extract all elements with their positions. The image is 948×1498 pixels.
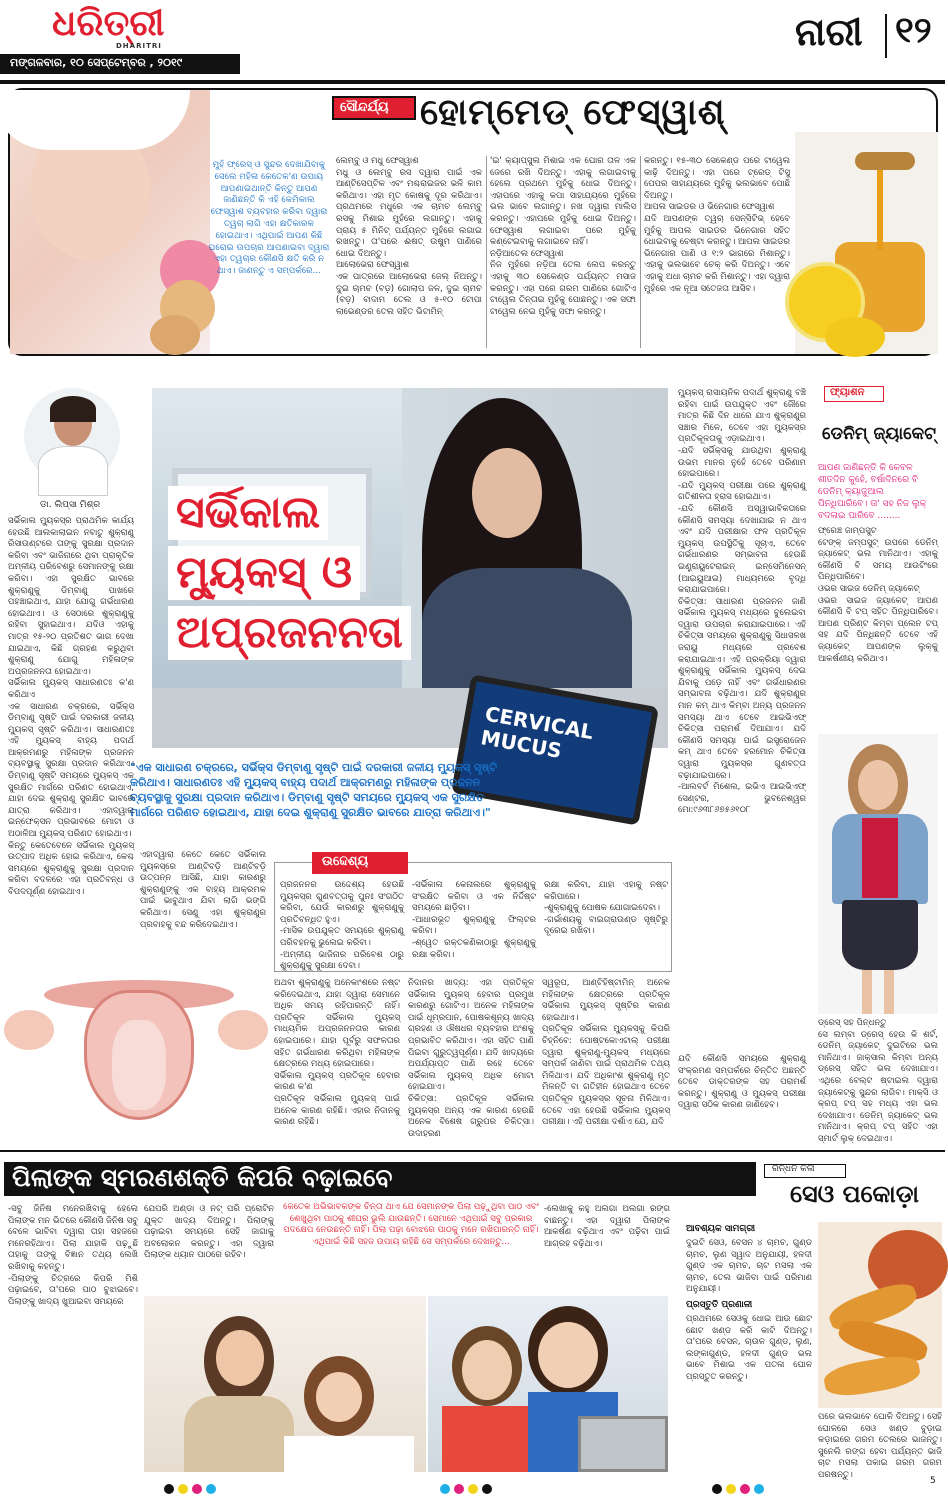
reg-mark-black	[164, 1484, 174, 1494]
doctor-caption: ଡା. ଲିପ୍‌ସା ମିଶ୍ର	[40, 500, 101, 510]
children-intro: କେତେକ ଅଭିଭାବକଙ୍କ ଚିନ୍ତା ଥାଏ ଯେ ସେମାନଙ୍କ ପିଲା ପଢ଼ୁଥିବା ପାଠ ଏବଂ ଶେଖୁଥିବା ପାଠକୁ ଶୀଘ୍ର ଭୁଲି ଯାଉଛନ୍ତି। ସେମାନେ ଏଥିପାଇଁ ସବୁ ପ୍ରକାର ପଦକ୍ଷେପ ନେଉଛନ୍ତି ନାହିଁ। ପିଲା ପଢ଼ା ବୋଝରେ ପାଠକୁ ମନେ ରଖିପାରନ୍ତି ନାହିଁ। ଏଥିପାଇଁ କିଛି ସହଜ ଉପାୟ ରହିଛି ସେ ସମ୍ପର୍କରେ ଦେଖନ୍ତୁ...	[283, 1202, 539, 1247]
method-text: ପ୍ରଥମରେ ସେଓକୁ ଧୋଇ ଆଉ ଛୋଟ ଛୋଟ ଖଣ୍ଡ କରି କାଟି ଦିଅନ୍ତୁ। ତା'ପରେ ବେସନ, ଚାଉଳ ଗୁଣ୍ଡ, ଲୁଣ, ଲଙ୍କାଗୁଣ୍ଡ, ହଳଦୀ ଗୁଣ୍ଡ ଭଲ ଭାବେ ମିଶାଇ ଏକ ପତଳା ଘୋଳ ପ୍ରସ୍ତୁତ କରନ୍ତୁ।	[686, 1314, 812, 1382]
beauty-section	[8, 88, 938, 356]
logo-subtext: DHARITRI	[116, 42, 162, 50]
children-col-1: -ସବୁ ଜିନିଷ ମନେରଖିବାକୁ ହେଲେ ପିଲାଙ୍କ ମନ ଭିତରେ କୌଣସି ଜିନିଷ ସବୁ ବେଳେ ଭାବିବା ଦ୍ୱାରା ତାହା ସହଜରେ ମନେରହିଥାଏ। ପିଲା ଯାହାକି ପଢ଼ୁଛି ତାହାକୁ ତାଙ୍କୁ ବିଜ୍ଞାନ ତଥ୍ୟ ଲେଖି ରଖିବାକୁ କହନ୍ତୁ। -ପିଲାଙ୍କୁ ଚିତ୍ରରେ କିପରି ମିଶି ପଢ଼ାଇବେ, ତା'ପରେ ପାଠ ବୁଝାଇବେ। ପିଲାଙ୍କୁ ଖାଦ୍ୟ ଖୁଆଇବା ସମୟରେ	[8, 1204, 138, 1307]
woman-face-photo	[10, 90, 210, 354]
fashion-intro: ଆପଣ ଜାଣିଛନ୍ତି କି କେବଳ ଶୀତଦିନ କୁହେଁ, ବର୍ଷାଦିନରେ ବି ଡେନିମ୍ କ୍ୟାଜୁଆଲ ପିନ୍ଧିପାରିବେ। ତା' ସହ ନିଜ ଲୁକ୍ ବଦଳାଇ ପାରିବେ ........	[818, 463, 927, 521]
logo-text: ଧରିତ୍ରୀ	[52, 2, 165, 44]
reg-mark-black-3	[712, 1484, 722, 1494]
masthead-logo	[52, 4, 232, 52]
ingredients-heading: ଆବଶ୍ୟକ ସାମଗ୍ରୀ	[686, 1224, 756, 1234]
apple-pakoda-photo	[818, 1222, 942, 1408]
ingredients-text: ଦୁଇଟି ସେଓ, ବେସନ ୪ ଚାମଚ, ଗୁଣ୍ଡ ଚାମଚ, ଲୁଣ ସ୍ୱାଦ ଅନୁଯାୟୀ, ହଳଦୀ ଗୁଣ୍ଡ ଏକ ଚାମଚ, ଚାଟ ମସଲା ଏକ ଚାମଚ, ତେଲ ଭାଜିବା ପାଇଁ ପରିମାଣ ଅନୁଯାୟୀ।	[686, 1238, 812, 1295]
feature-col-right: ମ୍ୟୁକସ୍ ରାସାୟନିକ ପଦାର୍ଥ ଶୁକ୍ରାଣୁ ବଞ୍ଚି ରହିବା ପାଇଁ ଉପଯୁକ୍ତ ଏବଂ ଜୌରେ ମାତ୍ର କିଛି ଦିନ ଧାରେ ଯାଏ ଶୁକ୍ରାଣୁର ସଞ୍ଚାର ମିଳେ, ତେବେ ଏହା ମ୍ୟୁକସ୍‌ର ପ୍ରତିକୂଳତାକୁ ଏଡ଼ାଇଥାଏ। -ଯଦି ସର୍ଭିକ୍ସକୁ ଯାଉଥିବା ଶୁକ୍ରାଣୁ ଉଭମ ମାନର ନୁହେଁ ତେବେ ପରିଣାମ ହୋଇପାରେ। -ଯଦି ମ୍ୟୁକସ୍ ପରୀକ୍ଷା ପରେ ଶୁକ୍ରାଣୁ ଗତିଶୀଳତା ହ୍ରାସ ହୋଇଥାଏ। -ଯଦି କୌଣସି ଅସ୍ୱାଭାବିକତାରେ କୌଣସି ସମସ୍ୟା ଦେଖାଯାଇ ନ ଥାଏ ଏବଂ ଯଦି ପରୀକ୍ଷାର ଫଳ ପ୍ରତିକୂଳ ମ୍ୟୁକସ୍ ଉପସ୍ଥିତିକୁ ସୂଚାଏ, ତେବେ ଗର୍ଭଧାରଣର ସମ୍ଭାବନା ହେଉଛି ଇଣ୍ଟ୍ରାୟୁଟେରାଇନ୍ ଇନ୍‌ସେମିନେସନ୍ (ଆଇୟୁଆଇ) ମାଧ୍ୟମରେ ବୃଦ୍ଧି କରାଯାଇପାରେ। ଚିକିତ୍ସା: ସାଧାରଣ ପ୍ରଜନନ ଜାଣି ସର୍ଭିକାଲ ମ୍ୟୁକସ୍ ମଧ୍ୟରେ ବୁଲେଇବା ଦ୍ୱାରା ଉପଚାର କରାଯାଇପାରେ। ଏହି ଚିକିତ୍ସା ସମୟରେ ଶୁକ୍ରାଣୁକୁ ସିଧାସଳଖ ଜରାୟୁ ମଧ୍ୟରେ ପ୍ରବେଶ କରାଯାଇଥାଏ। ଏହି ପ୍ରକ୍ରିୟା ଦ୍ୱାରା ଶୁକ୍ରାଣୁକୁ ସର୍ଭିକାଲ ମ୍ୟୁକସ୍ ଦେଇ ଯିବାକୁ ପଡ଼େ ନାହିଁ ଏବଂ ଗର୍ଭଧାରଣର ସମ୍ଭାବନା ବଢ଼ିଥାଏ। ଯଦି ଶୁକ୍ରାଣୁର ମାନ କମ୍ ଥାଏ କିମ୍ବା ଅନ୍ୟ ପ୍ରଜନନ ସମସ୍ୟା ଥାଏ ତେବେ ଆଇଭିଏଫ୍ ଚିକିତ୍ସା ପରାମର୍ଶ ଦିଆଯାଏ। ଯଦି କୌଣସି ସମସ୍ୟା ପାଇଁ ଇସ୍ତ୍ରୋଜେନ କମ୍ ଥାଏ ତେବେ ହରମୋନ ଚିକିତ୍ସା ଦ୍ୱାରା ମ୍ୟୁକସ୍‌ର ଗୁଣବତ୍ତା ବଢ଼ାଯାଇପାରେ। -ଆଲବର୍ଟ ମିଶେଲ, ଇଭିଏ ଆଇଭିଏଫ୍ ସେଣ୍ଟର, ଭୁବନେଶ୍ୱର ମୋ:୯୬୩୮୬୭୫୬୧୦୮	[678, 388, 806, 816]
mother-child-photo	[144, 1296, 426, 1472]
reg-mark-yellow-2	[468, 1484, 478, 1494]
method-text-2: ପରେ ଭଲଭାବେ ଘୋଳି ଦିଅନ୍ତୁ। ସେହି ଘୋଳରେ ସେଓ ଖଣ୍ଡ ବୁଡ଼ାଇ କଡ଼ାଇରେ ଗରମ ତେଲରେ ଭାଜନ୍ତୁ। ସୁନେଲି ରଙ୍ଗ ହେବା ପର୍ଯ୍ୟନ୍ତ ଭାଜି ଚାଟ ମସଲା ପକାଇ ଗରମ ଗରମ ପରଷନ୍ତୁ।	[818, 1412, 942, 1480]
beauty-col-1: ଲେମ୍ବୁ ଓ ମଧୁ ଫେସ୍‌ୱାଶ ମଧୁ ଓ ଲେମ୍ବୁ ରସ ଦ୍ୱାରା ପାଇଁ ଏକ ଆଣ୍ଟିସେପ୍ଟିକ ଏବଂ ମଶ୍ଚରାଇଜର ଭଳି କାମ କରିଥାଏ। ଏହା ମୃତ କୋଷକୁ ଦୂର କରିଥାଏ। ପ୍ରଥମରେ ମଧୁରେ ଏକ ଚାମଚ ଲେମ୍ବୁ ରସକୁ ମିଶାଇ ମୁହଁରେ ଲଗାନ୍ତୁ। ଏହାକୁ ପ୍ରାୟ ୫ ମିନିଟ୍ ପର୍ଯ୍ୟନ୍ତ ମୁହଁରେ ଲଗାଇ ରଖନ୍ତୁ। ତା'ପରେ ଈଷତ୍ ଉଷୁମ ପାଣିରେ ଧୋଇ ଦିଅନ୍ତୁ। ଆଲୋଭେରା ଫେସ୍‌ୱାଶ ଏକ ପାତ୍ରରେ ଆଲୋଭେରା ଜେଲ୍ ନିଅନ୍ତୁ। ଦୁଇ ଚାମଚ (ବଡ଼) ଗୋଲାପ ଜଳ, ଦୁଇ ଚାମଚ (ବଡ଼) ବାଦାମ ତେଲ ଓ ୫-୧୦ ଟୋପା ଲାଭେଣ୍ଡର ତେଲ ସହିତ ଭିଟାମିନ୍	[336, 156, 482, 317]
reg-mark-cyan-2	[440, 1484, 450, 1494]
fashion-body-2: ଡ୍ରେସ୍ ସହ ପିନ୍ଧନ୍ତୁ ସେ ଲମ୍ବା ଡ୍ରେସ୍ ହେଉ କି ଶର୍ଟ, ଡେନିମ୍ ଜ୍ୟାକେଟ୍ ଦୁଇଟିରେ ଭଲ ମାନିଥାଏ। ଜାକ୍ସାଲ କିମ୍ବା ଅନ୍ୟ ଡ୍ରେସ୍ ସହିତ ଭଲ ଦେଖାଯାଏ। ଏଥିରେ ବେଲ୍ଟ ଷ୍ଟାଇଲ ଦ୍ୱାରା ଜ୍ୟାକେଟ୍‌କୁ ସୁନ୍ଦର ଲାଗିବ। ମାକ୍ସି ଓ କ୍ରପ୍ ଟପ୍ ସହ ମଧ୍ୟ ଏହା ଭଲ ଦେଖାଯାଏ। ଡେନିମ୍ ଜ୍ୟାକେଟ୍ ଭଲ ମାନିଥାଏ। କ୍ରପ୍ ଟପ୍ ସହିତ ଏହା ସ୍ମାର୍ଟ ଲୁକ୍ ଦେଇଥାଏ।	[818, 1018, 938, 1144]
feature-col-mid-top: ଏହାଦ୍ୱାରା କେତେ କେତେ ସର୍ଭିକାଲ ମ୍ୟୁକସ୍‌ରେ ଆଣ୍ଟିବଡ଼ି ଆଣ୍ଟିବଡ଼ି ଉତ୍ପନ୍ନ ଆସିଛି, ଯାହା କାରଣରୁ ଶୁକ୍ରାଣୁଙ୍କୁ ଏକ ବାହ୍ୟ ଆକ୍ରମକ ପାଇଁ ଭାବୁଥାଏ ଯିବା ଲାଗି ଭଙ୍ଗି କରିଥାଏ। ସେଣୁ ଏହା ଶୁକ୍ରାଣୁର ପ୍ରବାହକୁ ବନ୍ଦ କରିଦେଇଥାଏ।	[140, 850, 266, 930]
feature-lower-col-1: ଅଥବା ଶୁକ୍ରାଣୁକୁ ଅନେକାଂଶରେ ନଷ୍ଟ କରିଦେଇଥାଏ, ଯାହା ଦ୍ୱାରା ସେମାନେ ଅଧିକ ସମୟ ରହିପାରନ୍ତି ନାହିଁ। ପ୍ରତିକୂଳ ସର୍ଭିକାଲ ମ୍ୟୁକସ୍ ମାଧ୍ୟମିକ ଅପ୍ରଜନନତାର କାରଣ ହୋଇପାରେ। ଯାହା ପୂର୍ବରୁ ସଫଳତାର ସହିତ ଗର୍ଭଧାରଣ କରିଥିବା ମହିଳାଙ୍କ କ୍ଷେତ୍ରରେ ମଧ୍ୟ ହୋଇପାରେ। ସର୍ଭିକାଲ ମ୍ୟୁକସ୍ ପ୍ରତିକୂଳ ହେବାର କାରଣ କ'ଣ ପ୍ରତିକୂଳ ସର୍ଭିକାଲ ମ୍ୟୁକସ୍ ପାଇଁ ଅନେକ କାରଣ ରହିଛି। ଏହାର ନିଦାନକୁ କାରଣ ରହିଛି।	[274, 978, 400, 1128]
reg-mark-black-2	[482, 1484, 492, 1494]
feature-headline-3: ଅପ୍ରଜନନତା	[168, 606, 411, 660]
reg-mark-yellow	[178, 1484, 188, 1494]
children-col-3: -ଲେଖାକୁ କହୁ ଅଲଗା ଅଲଗା ରଙ୍ଗ ବାଛନ୍ତୁ। ଏହା ଦ୍ୱାରା ପିଲାଙ୍କ ଆକର୍ଷଣ ବଢ଼ିଥାଏ ଏବଂ ପଢ଼ିବା ପାଇଁ ଆଗ୍ରହ ବଢ଼ିଥାଏ।	[544, 1204, 670, 1249]
children-laptop-photo	[428, 1296, 668, 1472]
fashion-title: ଡେନିମ୍ ଜ୍ୟାକେଟ୍	[822, 424, 936, 444]
feature-lower-col-2: ନିଦାନର ଖାଦ୍ୟ: ଏହା ପ୍ରତିକୂଳ ସର୍ଭିକାଲ ମ୍ୟୁକସ୍ ହେବାର ପ୍ରମୁଖ କାରଣରୁ ଗୋଟିଏ। ଅନେକ ମହିଳାଙ୍କ ପାଇଁ ଧୂମ୍ରପାନ, ପୋଷକଶୂନ୍ୟ ଖାଦ୍ୟ ଗ୍ରହଣ ଓ ଔଷଧର ବ୍ୟବହାର ଅଂଶକୁ ପ୍ରଭାବିତ କରିଥାଏ। ଏହା ସହିତ ପାଣି ପିଇବା ଗୁରୁତ୍ୱପୂର୍ଣ୍ଣ। ଯଦି ଖାଦ୍ୟରେ ଅପର୍ଯ୍ୟାପ୍ତ ପାଣି ରହେ ତେବେ ସର୍ଭିକାଲ ମ୍ୟୁକସ୍ ଅଧିକ ମୋଟା ହୋଇଯାଏ। ଚିକିତ୍ସା: ପ୍ରତିକୂଳ ସର୍ଭିକାଲ ମ୍ୟୁକସ୍‌ର ଅନ୍ୟ ଏକ କାରଣ ହେଉଛି ଅନେକ ବିଶେଷ ଗ୍ରୁପର ଚିକିତ୍ସା। ଉଦାହରଣ	[408, 978, 534, 1139]
objective-title: ଉଦ୍ଦେଶ୍ୟ	[322, 854, 369, 869]
fashion-kicker: ଫ୍ୟାଶନ	[830, 387, 865, 398]
tablet-text: CERVICAL MUCUS	[479, 701, 596, 763]
reg-mark-cyan	[206, 1484, 216, 1494]
dateline: ମଙ୍ଗଳବାର, ୧୦ ସେପ୍ଟେମ୍ବର , ୨୦୧୯	[10, 56, 183, 69]
beauty-headline: ହୋମ୍‌ମେଡ୍ ଫେସ୍‌ୱାଶ୍	[420, 92, 726, 133]
children-headline: ପିଲାଙ୍କ ସ୍ମରଣଶକ୍ତି କିପରି ବଢ଼ାଇବେ	[12, 1163, 393, 1192]
feature-lower-col-4: ଯଦି କୌଣସି ସମୟରେ ଶୁକ୍ରାଣୁ ସଂକ୍ରମଣ ସମ୍ପର୍କରେ ଚିନ୍ତିତ ଅଛନ୍ତି ତେବେ ଡାକ୍ତରଙ୍କ ସହ ପରାମର୍ଶ କରନ୍ତୁ। ଶୁକ୍ରାଣୁ ଓ ମ୍ୟୁକସ୍ ପରୀକ୍ଷା ଦ୍ୱାରା ସଠିକ କାରଣ ଜାଣିହେବ।	[678, 1054, 806, 1111]
uterus-illustration	[4, 950, 268, 1148]
page-number: ୧୨	[895, 10, 932, 51]
objective-col-1: ପ୍ରଜନନର ଉଦ୍ଦେଶ୍ୟ ହେଉଛି ମ୍ୟୁକସ୍‌ର ଗୁଣବତ୍ତାକୁ ପୁନଃ ସଂଗଠିତ କରିବା, ଯେଉଁ କାରଣରୁ ଶୁକ୍ରାଣୁକୁ ପ୍ରତିବନ୍ଧିତ ହୁଏ। -ମାସିକ ଉପଯୁକ୍ତ ସମୟରେ ଶୁକ୍ରାଣୁ ପରିବହନକୁ ଭୁଲେଇ କରିବା। -ଅମ୍ଳୀୟ ଭାଜିନାର ପରିବେଶ ଠାରୁ ଶୁକ୍ରାଣୁକୁ ସୁରକ୍ଷା ଦେବା।	[280, 880, 404, 972]
reg-mark-magenta	[192, 1484, 202, 1494]
objective-col-2: -ସର୍ଭିକାଲ କେନାଲରେ ଶୁକ୍ରାଣୁକୁ ସଂରକ୍ଷିତ କରିବା ଓ ଏକ ନିର୍ଦ୍ଦିଷ୍ଟ ସମୟରେ ଛାଡ଼ିବା। -ଆଧାରଭୂତ ଶୁକ୍ରାଣୁକୁ ଫିଲ୍ଟର କରିବା। -ଶ୍ୱେତ ରକ୍ତକଣିକାଠାରୁ ଶୁକ୍ରାଣୁକୁ ରକ୍ଷା କରିବା।	[412, 880, 536, 960]
recipe-kicker: ରନ୍ଧନ କଳା	[772, 1164, 815, 1174]
honey-lemon-photo	[795, 132, 938, 354]
beauty-intro: ମୁହଁ ଫ୍ରେସ୍ ଓ ସୁନ୍ଦର ଦେଖାଯିବାକୁ ସେଲେ ମହିଳା କେତେକ'ଣ ଉପାୟ ଆପଣାଇଥାନ୍ତି କିନ୍ତୁ ଆପଣ ଜାଣିଛନ୍ତି କି ଏହି କେମିକାଲ ଫେସ୍‌ୱାଶ ବ୍ୟବହାର କରିବା ଦ୍ୱାରା ତ୍ୱଚା ଲାଗି ଏହା କ୍ଷତିକାରକ ହୋଇଥାଏ। ଏଥିପାଇଁ ଆପଣ କିଛି ଘରୋଇ ଉପଚାର ଆପଣାଇବା ଦ୍ୱାରା ଏହା ତ୍ୱଚାର କୌଣସି କ୍ଷତି କରି ନ ଥାଏ। ଜାଣନ୍ତୁ ଏ ସମ୍ପର୍କରେ...	[208, 160, 330, 277]
fashion-body: ଫ୍ରେଞ୍ଚ ଜାମ୍ପସୁଟ ଟେଙ୍କ୍ ଜମ୍ପସୁଟ୍ ଉପରେ ଡେନିମ୍ ଜ୍ୟାକେଟ୍ ଭଲ ମାନିଥାଏ। ଏହାକୁ କୌଣସି ବି ସମୟ ଆଉଟିଂରେ ପିନ୍ଧିପାରିବେ। ଓଭର ସାଇଜ ଡେନିମ୍ ଜ୍ୟାକେଟ୍ ଓଭର ସାଇଜ ଜ୍ୟାକେଟ୍ ଆପଣ କୌଣସି ବି ଟପ୍ ସହିତ ପିନ୍ଧିପାରିବେ। ଆପଣ ପ୍ରିଣ୍ଟ କିମ୍ବା ପ୍ଲେନ ଟପ୍ ସହ ଯଦି ପିନ୍ଧିଛନ୍ତି ତେବେ ଏହି ଜ୍ୟାକେଟ୍ ଆପଣଙ୍କ ଲୁକ୍‌କୁ ଆକର୍ଷଣୀୟ କରିଥାଏ।	[818, 526, 938, 664]
method-heading: ପ୍ରସ୍ତୁତି ପ୍ରଣାଳୀ	[686, 1300, 753, 1310]
pullquote: "ଏକ ସାଧାରଣ ଚକ୍ରରେ, ସର୍ଭିକ୍ସ ଡିମ୍ବାଣୁ ସୃଷ୍ଟି ପାଇଁ ଦରକାରୀ ଜଳୀୟ ମ୍ୟୁକସ୍ ସୃଷ୍ଟି କରିଥାଏ। ସାଧାରଣତଃ ଏହି ମ୍ୟୁକସ୍ ବାହ୍ୟ ପଦାର୍ଥ ଆକ୍ରମଣରୁ ମହିଳାଙ୍କ ପ୍ରଜନନ ବ୍ୟବସ୍ଥାକୁ ସୁରକ୍ଷା ପ୍ରଦାନ କରିଥାଏ। ଡିମ୍ବାଣୁ ସୃଷ୍ଟି ସମୟରେ ମ୍ୟୁକସ୍ ଏକ ସୁରକ୍ଷିତ ମାର୍ଗରେ ପରିଣତ ହୋଇଥାଏ, ଯାହା ଦେଇ ଶୁକ୍ରାଣୁ ସୁରକ୍ଷିତ ଭାବରେ ଯାତ୍ରା କରିଥାଏ।"	[130, 761, 497, 819]
feature-lower-col-3: ସ୍ୱରୂପ, ଆଣ୍ଟିହିଷ୍ଟାମିନ୍ ଅନେକ ମହିଳାଙ୍କ କ୍ଷେତ୍ରରେ ପ୍ରତିକୂଳ ସର୍ଭିକାଲ ମ୍ୟୁକସ୍ ସୃଷ୍ଟିର କାରଣ ହୋଇଥାଏ। ପ୍ରତିକୂଳ ସର୍ଭିକାଲ ମ୍ୟୁକସ୍‌କୁ କିପରି ଚିହ୍ନିବେ: ପୋଷ୍ଟକୋଏଟାଲ୍ ପରୀକ୍ଷା ଦ୍ୱାରା ଶୁକ୍ରାଣୁ-ମ୍ୟୁକସ୍ ମଧ୍ୟରେ ସମ୍ପର୍କ ଜାଣିବା ପାଇଁ ପ୍ରାଥମିକ ତଥ୍ୟ ମିଳିଥାଏ। ଯଦି ଅଧିକାଂଶ ଶୁକ୍ରାଣୁ ମୃତ ମିଳନ୍ତି ବା ଗତିହୀନ ହୋଇଥାଏ ତେବେ ପ୍ରତିକୂଳ ମ୍ୟୁକସ୍‌ର ସୂଚନା ମିଳିଥାଏ। ତେବେ ଏହା ହେଉଛି ସର୍ଭିକାଲ ମ୍ୟୁକସ୍ ପରୀକ୍ଷା। ଏହି ପରୀକ୍ଷା ଦର୍ଶାଏ ଯେ, ଯଦି	[542, 978, 670, 1128]
reg-mark-cyan-3	[754, 1484, 764, 1494]
beauty-col-3: କରନ୍ତୁ। ୧୫-୩୦ ସେକେଣ୍ଡ ପରେ ଟାୱେଲ କାଢ଼ି ଦିଅନ୍ତୁ। ଏହା ପରେ ଟ୍ରେଡ୍ ଟିସୁ ପେପର ସାହାଯ୍ୟରେ ମୁହଁକୁ ଭଲଭାବେ ପୋଛି ଦିଅନ୍ତୁ। ଆପଲ ସାଇଡର ଓ ଭିନେଗାର ଫେସ୍‌ୱାଶ ଯଦି ଆପଣଙ୍କ ତ୍ୱଚା ସେନ୍‌ସିଟିଭ୍ ହେବେ ମୁହଁକୁ ଆପଲ ସାଇଡର ଭିନେଗାର ସହିତ ଧୋଇବାକୁ ଚେଷ୍ଟା କରନ୍ତୁ। ଆପଲ ସାଇଡର ଭିନେଗାର ପାଣି ଓ ୧:୨ ଭାଗରେ ମିଶାନ୍ତୁ। ଏହାକୁ ଭଲଭାବେ ଚେକ୍ କରି ଦିଅନ୍ତୁ। ଏବେ ଏହାକୁ ଅଧା ଚାମଚ କରି ମିଶାନ୍ତୁ। ଏହା ଦ୍ୱାରା ମୁହଁରେ ଏକ ନୂଆ ସତେଜତା ଆସିବ।	[644, 156, 790, 294]
beauty-kicker: ସୌନ୍ଦର୍ଯ୍ୟ	[340, 100, 389, 115]
feature-col-left: ସର୍ଭିକାଲ ମ୍ୟୁକସ୍‌ର ପ୍ରାଥମିକ କାର୍ଯ୍ୟ ହେଉଛି ଆଲକାଲାଇନ ନବାତୁ ଶୁକ୍ରାଣୁ ରିସାଉଣ୍ଟରେ ତାଙ୍କୁ ସୁରକ୍ଷା ପ୍ରଦାନ କରିବା ଏବଂ ଭାଜିନାରେ ଥିବା ପ୍ରାକୃତିକ ଅମ୍ଳୀୟ ପରିବେଶରୁ ସେମାନଙ୍କୁ ରକ୍ଷା କରିବା। ଏହା ସୁରକ୍ଷିତ ଭାବରେ ଶୁକ୍ରାଣୁକୁ ଡିମ୍ବାଣୁ ପାଖରେ ପହଞ୍ଚାଇଥାଏ, ଯାହା ଯୋଗୁ ଗର୍ଭଧାରଣ ହୋଇଥାଏ। ଓ ସେଠାରେ ଶୁକ୍ରାଣୁକୁ ରହିବା ସୁହାଇଥାଏ। ଯଦିଓ ଏହାକୁ ମାତ୍ର ୧୫-୨୦ ପ୍ରତିଶତ ଭାଗ ଦେଖା ଯାଇଥାଏ, କିଛି ଗ୍ରହଣ କରୁଥିବା ଶୁକ୍ରାଣୁ ଯୋଗୁ ମହିଳାଙ୍କ ଅପ୍ରଜନନତା ହୋଇଥାଏ। ସର୍ଭିକାଲ ମ୍ୟୁକସ୍ ସାଧାରଣତଃ କ'ଣ କରିଥାଏ ଏକ ସାଧାରଣ ଚକ୍ରରେ, ସର୍ଭିକ୍ସ ଡିମ୍ବାଣୁ ସୃଷ୍ଟି ପାଇଁ ଦରକାରୀ ଜଳୀୟ ମ୍ୟୁକସ୍ ସୃଷ୍ଟି କରିଥାଏ। ସାଧାରଣତଃ ଏହି ମ୍ୟୁକସ୍ ବାହ୍ୟ ପଦାର୍ଥ ଆକ୍ରମଣରୁ ମହିଳାଙ୍କ ପ୍ରଜନନ ବ୍ୟବସ୍ଥାକୁ ସୁରକ୍ଷା ପ୍ରଦାନ କରିଥାଏ। ଡିମ୍ବାଣୁ ସୃଷ୍ଟି ସମୟରେ ମ୍ୟୁକସ୍ ଏକ ସୁରକ୍ଷିତ ମାର୍ଗରେ ପରିଣତ ହୋଇଥାଏ, ଯାହା ଦେଇ ଶୁକ୍ରାଣୁ ସୁରକ୍ଷିତ ଭାବରେ ଯାତ୍ରା କରିଥାଏ। ଏହାଦ୍ୱାରା ଇନ୍‌ଫେକ୍ସନ ପ୍ରଭାବରେ ମୋଟା ଓ ଅଠାଳିଆ ମ୍ୟୁକସ୍ ପରିଣତ ହୋଇଥାଏ। କିନ୍ତୁ କେତେବେଳେ ସର୍ଭିକାଲ ମ୍ୟୁକସ୍ ଉତ୍ପାଦ ଅଧିକ ହୋଇ କରିଥାଏ, କେଶ୍ଚ ସମୟରେ ଶୁକ୍ରାଣୁକୁ ସୁରକ୍ଷା ପ୍ରଦାନ କରିବା ବଦଳରେ ଏହା ପ୍ରତିବନ୍ଧ ଓ ବିପଦପୂର୍ଣ୍ଣ ହୋଇଥାଏ।	[8, 516, 134, 897]
children-col-2: ଯେପରି ଅଣ୍ଡା ଓ ନଟ୍ ପରି ପ୍ରୋଟିନ ଯୁକ୍ତ ଖାଦ୍ୟ ଦିଅନ୍ତୁ। ପିଲାଙ୍କୁ ପଢ଼ାଇବା ସମୟରେ ସେହି ଜାଗାକୁ ଅବଲୋକନ କରନ୍ତୁ। ଏହା ଦ୍ୱାରା ପିଲାଙ୍କ ଧ୍ୟାନ ପାଠରେ ରହିବ।	[144, 1204, 274, 1261]
feature-headline-2: ମ୍ୟୁକସ୍ ଓ	[168, 546, 360, 600]
reg-mark-yellow-3	[726, 1484, 736, 1494]
objective-col-3: ରକ୍ଷା କରିବା, ଯାହା ଏହାକୁ ନଷ୍ଟ କରିପାରେ। -ଶୁକ୍ରାଣୁକୁ ପୋଷକ ଯୋଗାଇଦେବା। -ଗର୍ଭାଶୟକୁ ବାଇଗ୍ରାଉଣ୍ଡ ସୃଷ୍ଟିରୁ ଦୂରେଇ ରଖିବା।	[544, 880, 668, 937]
folio: 5	[930, 1476, 936, 1486]
beauty-col-2: 'ଇ' କ୍ୟାପ୍‌ସୁଲ ମିଶାଇ ଏକ ଘୋର ତାଳ ଏକ ଜେରେ ରଖି ଦିଅନ୍ତୁ। ଏହାକୁ ଲଗାଇବାକୁ ହେଲେ ପ୍ରଥମେ ମୁହଁକୁ ଧୋଇ ଦିଅନ୍ତୁ। ଏହାପରେ ଏହାକୁ କପା ସାହାଯ୍ୟରେ ମୁହଁରେ ଭଲ ଭାବେ ଲଗାନ୍ତୁ। ନଖ ଦ୍ୱାରା ମାଲିସ କରନ୍ତୁ। ଏହାପରେ ମୁହଁକୁ ଧୋଇ ଦିଅନ୍ତୁ। ଫେସ୍‌ୱାଶ ଲଗାଇବା ପରେ ମୁହଁକୁ କଣ୍ଟେଇବାକୁ ଲଗାଇବେ ନାହିଁ। ନଡ଼ିଆତେଲ ଫେସ୍‌ୱାଶ ନିଜ ମୁହଁରେ ନଡ଼ିଆ ତେଲ ଲେପ କରନ୍ତୁ ଏହାକୁ ୩୦ ସେକେଣ୍ଡ ପର୍ଯ୍ୟନ୍ତ ମସାଜ କରନ୍ତୁ। ଏହା ପରେ ଗରମ ପାଣିରେ ଗୋଟିଏ ଟାୱେଲ ତିନ୍ତାଇ ମୁହଁକୁ ପୋଛନ୍ତୁ। ଏକ ସଫା ଟାୱେଲ ନେଇ ମୁହଁକୁ ସଫା କରନ୍ତୁ।	[490, 156, 636, 317]
reg-mark-magenta-2	[454, 1484, 464, 1494]
reg-mark-magenta-3	[740, 1484, 750, 1494]
recipe-title: ସେଓ ପକୋଡ଼ା	[790, 1180, 920, 1208]
denim-jacket-photo	[818, 734, 938, 1014]
doctor-photo	[24, 388, 120, 484]
feature-headline-1: ସର୍ଭିକାଲ	[168, 486, 328, 540]
section-name: ନାରୀ	[795, 10, 863, 54]
